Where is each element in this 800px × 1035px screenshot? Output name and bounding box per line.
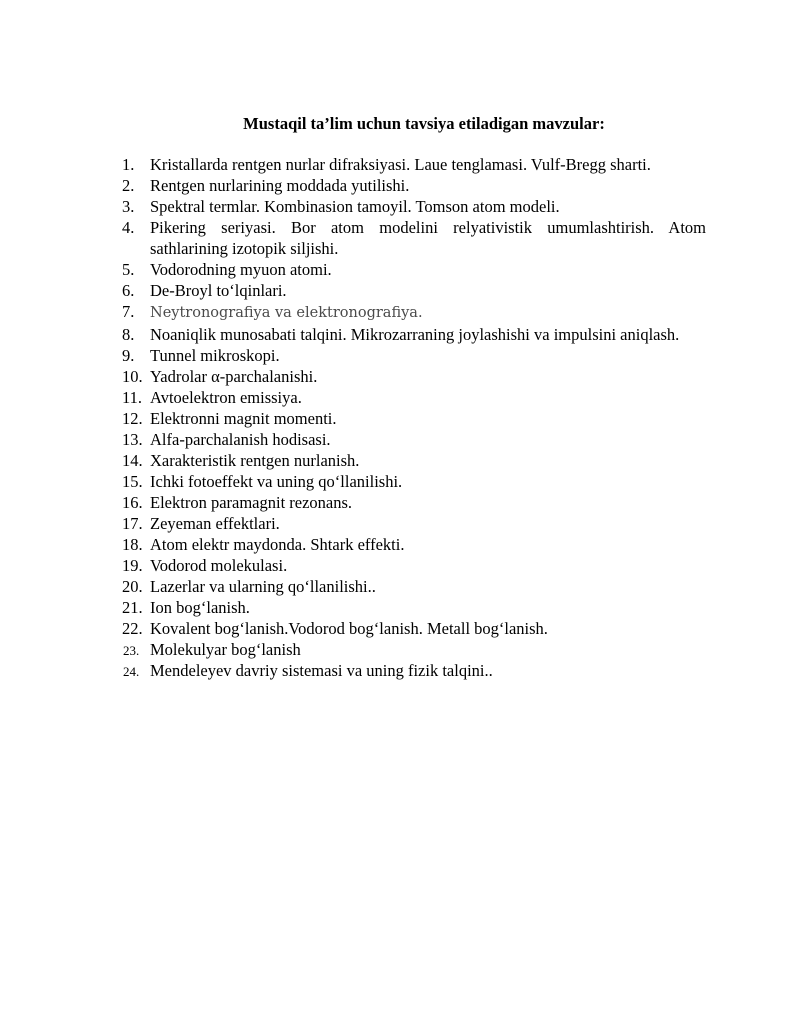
item-number: 14. [122, 451, 143, 470]
item-text: Atom elektr maydonda. Shtark effekti. [150, 535, 405, 554]
list-item [114, 555, 706, 576]
list-item [114, 345, 706, 366]
topics-list [114, 154, 706, 681]
list-item [114, 597, 706, 618]
item-number: 1. [122, 155, 135, 174]
item-number: 6. [122, 281, 135, 300]
item-text: Noaniqlik munosabati talqini. Mikrozarraning joylashishi va impulsini aniqlash. [150, 325, 680, 344]
list-item [114, 492, 706, 513]
list-item [114, 217, 706, 259]
list-item [114, 301, 706, 324]
list-item [114, 387, 706, 408]
list-item [114, 576, 706, 597]
item-number: 10. [122, 367, 143, 386]
item-text: Elektronni magnit momenti. [150, 409, 337, 428]
list-item [114, 366, 706, 387]
list-item [114, 450, 706, 471]
list-item [114, 534, 706, 555]
item-text: Kovalent bog‘lanish.Vodorod bog‘lanish. Metall bog‘lanish. [150, 619, 548, 638]
item-number: 19. [122, 556, 143, 575]
item-number: 16. [122, 493, 143, 512]
item-text: Vodorodning myuon atomi. [150, 260, 332, 279]
list-item [114, 513, 706, 534]
item-text: Spektral termlar. Kombinasion tamoyil. Tomson atom modeli. [150, 197, 560, 216]
item-text: Ichki fotoeffekt va uning qo‘llanilishi. [150, 472, 403, 491]
item-text: Vodorod molekulasi. [150, 556, 288, 575]
item-number: 4. [122, 218, 135, 237]
list-item [114, 280, 706, 301]
item-number: 17. [122, 514, 143, 533]
item-number: 15. [122, 472, 143, 491]
item-text: Tunnel mikroskopi. [150, 346, 280, 365]
item-number: 24. [123, 664, 140, 679]
item-number: 12. [122, 409, 143, 428]
item-text: Yadrolar α-parchalanishi. [150, 367, 318, 386]
item-number: 23. [123, 643, 140, 658]
item-text: Neytronografiya va elektronografiya. [150, 305, 423, 321]
item-number: 9. [122, 346, 135, 365]
item-text: Molekulyar bog‘lanish [150, 640, 301, 659]
list-item [114, 660, 706, 681]
item-number: 7. [122, 302, 135, 321]
list-item [114, 408, 706, 429]
item-number: 18. [122, 535, 143, 554]
item-number: 5. [122, 260, 135, 279]
item-number: 21. [122, 598, 143, 617]
item-number: 2. [122, 176, 135, 195]
list-item [114, 196, 706, 217]
list-item [114, 429, 706, 450]
item-number: 8. [122, 325, 135, 344]
list-item [114, 259, 706, 280]
item-number: 11. [122, 388, 143, 407]
item-text: Alfa-parchalanish hodisasi. [150, 430, 331, 449]
item-text: Mendeleyev davriy sistemasi va uning fizik talqini.. [150, 661, 493, 680]
item-text: Elektron paramagnit rezonans. [150, 493, 353, 512]
item-text: Avtoelektron emissiya. [150, 388, 302, 407]
list-item [114, 175, 706, 196]
list-item [114, 471, 706, 492]
item-number: 20. [122, 577, 143, 596]
item-text: Kristallarda rentgen nurlar difraksiyasi. Laue tenglamasi. Vulf-Bregg sharti. [150, 155, 651, 174]
item-number: 22. [122, 619, 143, 638]
list-item [114, 618, 706, 639]
item-text: Lazerlar va ularning qo‘llanilishi.. [150, 577, 376, 596]
item-text: Zeyeman effektlari. [150, 514, 280, 533]
item-number: 13. [122, 430, 143, 449]
list-item [114, 324, 706, 345]
item-text: De-Broyl to‘lqinlari. [150, 281, 287, 300]
item-number: 3. [122, 197, 135, 216]
item-text: Ion bog‘lanish. [150, 598, 250, 617]
list-item [114, 639, 706, 660]
list-item [114, 154, 706, 175]
item-text: Rentgen nurlarining moddada yutilishi. [150, 176, 410, 195]
item-text: Pikering seriyasi. Bor atom modelini relyativistik umumlashtirish. Atom sathlarining izotopik siljishi. [150, 218, 706, 258]
page-title: Mustaqil ta’lim uchun tavsiya etiladigan mavzular: [243, 114, 605, 133]
item-text: Xarakteristik rentgen nurlanish. [150, 451, 360, 470]
